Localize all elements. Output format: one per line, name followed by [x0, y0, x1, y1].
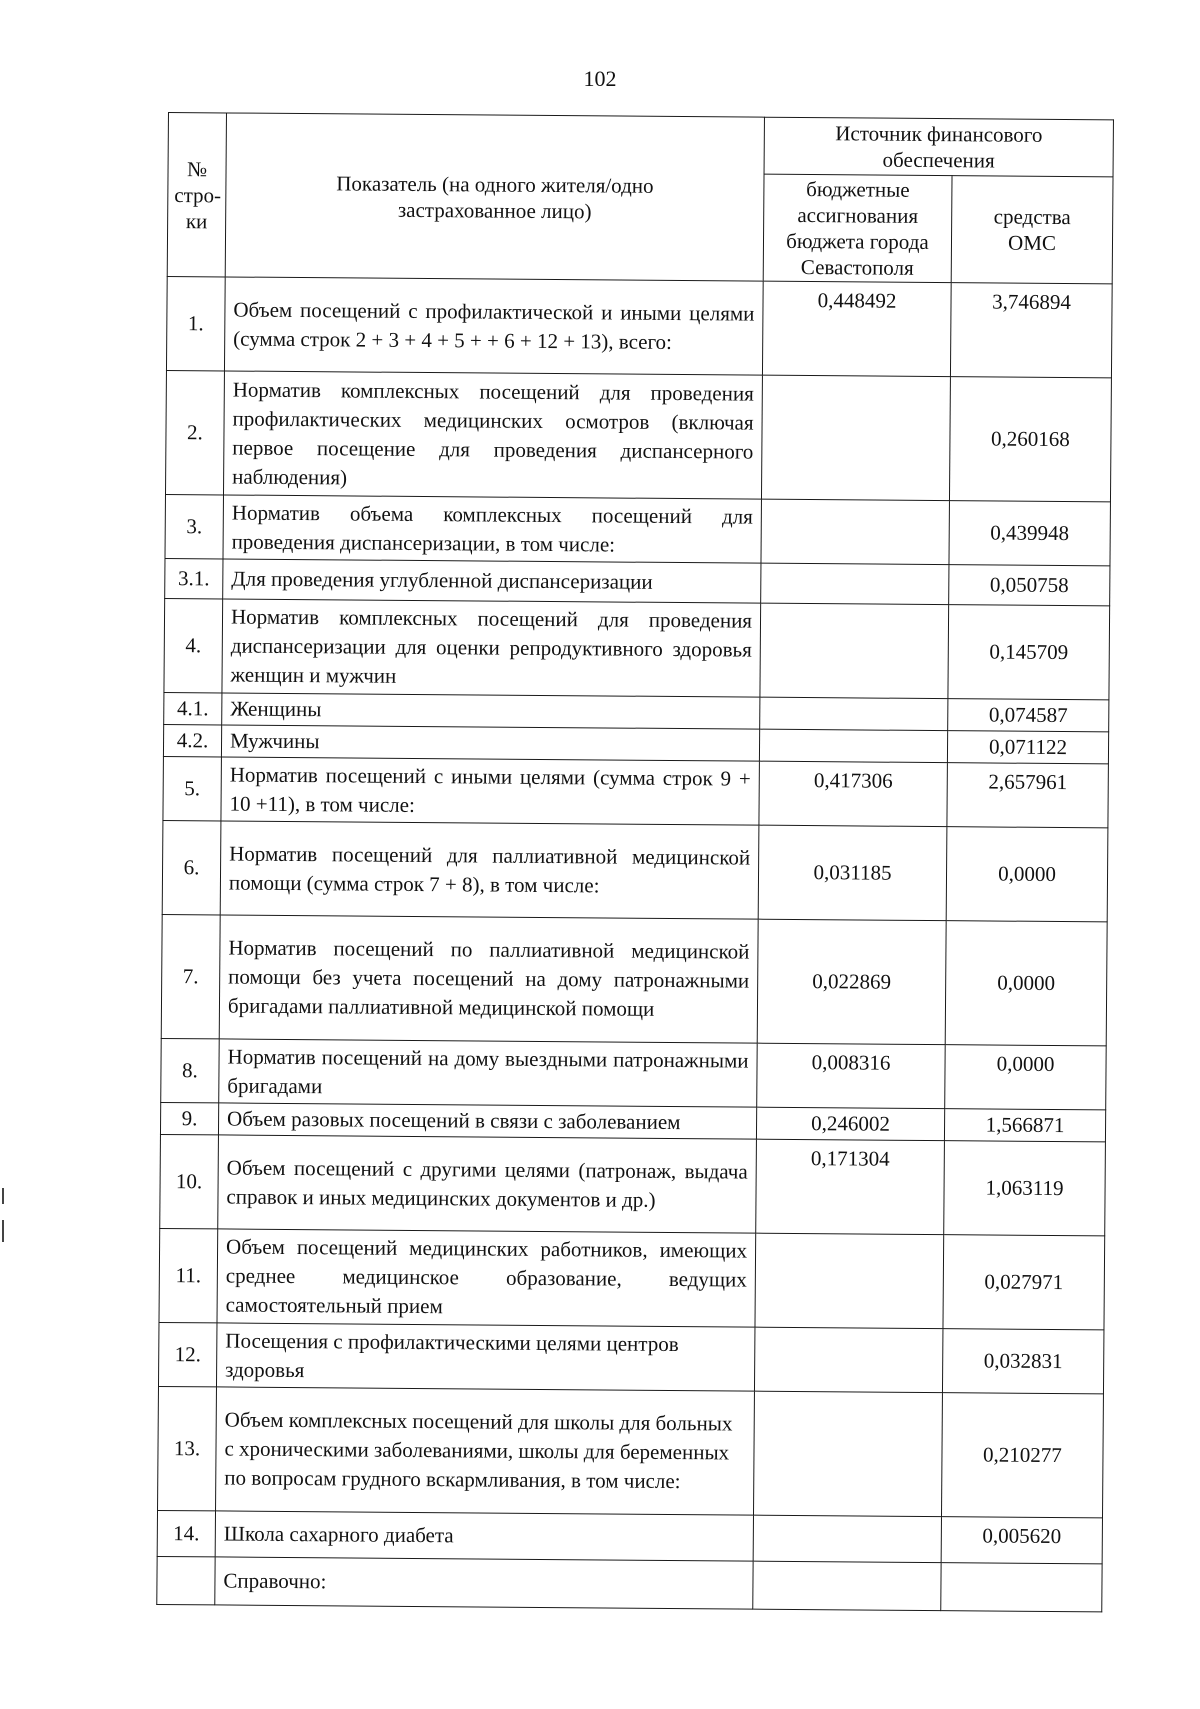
row-budget-value — [760, 603, 949, 698]
table-row — [164, 598, 1110, 699]
row-number: 13. — [158, 1386, 217, 1510]
row-oms-value: 1,566871 — [944, 1109, 1105, 1142]
row-indicator: Норматив комплексных посещений для проведения профилактических медицинских осмотров (включая первое посещение для проведения диспансерного наблюдения) — [223, 371, 762, 499]
header-budget: бюджетные ассигнования бюджета города Севастополя — [763, 174, 952, 282]
row-budget-value — [753, 1561, 941, 1610]
row-indicator: Объем посещений медицинских работников, имеющих среднее медицинское образование, ведущих самостоятельный прием — [217, 1229, 756, 1327]
row-number: 11. — [159, 1228, 218, 1322]
row-number: 1. — [166, 276, 225, 370]
row-budget-value: 0,448492 — [762, 281, 951, 376]
row-oms-value: 0,0000 — [945, 1045, 1107, 1110]
table-row — [160, 1134, 1106, 1235]
row-budget-value: 0,008316 — [757, 1043, 945, 1108]
table-row — [158, 1386, 1104, 1517]
table-row — [166, 276, 1112, 377]
row-number: 4. — [164, 598, 223, 692]
row-number: 9. — [160, 1102, 218, 1134]
row-indicator: Школа сахарного диабета — [215, 1511, 753, 1561]
row-indicator: Норматив посещений с иными целями (сумма строк 9 + 10 +11), в том числе: — [221, 757, 759, 825]
row-indicator: Норматив объема комплексных посещений для проведения диспансеризации, в том числе: — [223, 495, 761, 563]
financing-table — [156, 112, 1114, 1612]
row-number: 2. — [165, 370, 224, 494]
row-number: 6. — [162, 820, 221, 914]
row-budget-value — [753, 1391, 942, 1516]
row-number: 5. — [163, 756, 222, 820]
header-row-number: № стро-ки — [167, 113, 226, 277]
row-indicator: Справочно: — [215, 1557, 753, 1609]
row-budget-value — [753, 1515, 941, 1562]
row-oms-value: 0,0000 — [945, 921, 1107, 1046]
table-row — [163, 756, 1108, 827]
row-budget-value: 0,246002 — [756, 1107, 944, 1140]
row-budget-value — [760, 697, 948, 730]
row-oms-value: 0,0000 — [946, 827, 1108, 922]
row-oms-value: 0,071122 — [947, 731, 1108, 764]
row-number: 3.1. — [165, 558, 223, 598]
row-budget-value: 0,171304 — [756, 1139, 945, 1234]
table-row — [161, 1038, 1106, 1109]
row-oms-value: 0,005620 — [941, 1517, 1102, 1564]
row-budget-value — [759, 729, 947, 762]
row-oms-value: 1,063119 — [944, 1141, 1106, 1236]
header-financing-source: Источник финансового обеспечения — [764, 117, 1113, 177]
row-indicator: Объем посещений с другими целями (патронаж, выдача справок и иных медицинских документов и др.) — [218, 1135, 757, 1233]
row-number: 8. — [161, 1038, 220, 1102]
table-row — [161, 914, 1107, 1045]
row-number: 3. — [165, 494, 224, 558]
table-row — [162, 820, 1108, 921]
row-number: 4.1. — [164, 692, 222, 724]
row-indicator: Женщины — [222, 693, 760, 729]
row-number — [157, 1556, 215, 1604]
row-budget-value — [755, 1233, 944, 1328]
row-indicator: Объем посещений с профилактической и иными целями (сумма строк 2 + 3 + 4 + 5 + + 6 + 12 + 13), всего: — [224, 277, 763, 375]
row-indicator: Норматив посещений на дому выездными патронажными бригадами — [219, 1039, 757, 1107]
row-indicator: Для проведения углубленной диспансеризации — [223, 559, 761, 603]
row-indicator: Объем разовых посещений в связи с заболеванием — [218, 1103, 756, 1139]
row-oms-value: 0,210277 — [941, 1393, 1103, 1518]
table-row — [165, 370, 1111, 501]
row-budget-value — [761, 499, 949, 564]
row-oms-value: 0,260168 — [949, 377, 1111, 502]
row-budget-value: 0,022869 — [757, 919, 946, 1044]
table-row — [157, 1556, 1102, 1611]
row-number: 7. — [161, 914, 220, 1038]
table-row — [159, 1228, 1105, 1329]
row-oms-value — [941, 1563, 1102, 1612]
row-oms-value: 0,050758 — [949, 565, 1110, 606]
table-header-row-1 — [168, 113, 1113, 177]
row-oms-value: 0,439948 — [949, 501, 1111, 566]
scan-artifact-line — [2, 1220, 4, 1242]
table-row — [157, 1510, 1102, 1563]
row-budget-value — [754, 1327, 942, 1392]
row-indicator: Посещения с профилактическими целями центров здоровья — [216, 1323, 754, 1391]
row-indicator: Мужчины — [221, 725, 759, 761]
row-oms-value: 0,074587 — [948, 699, 1109, 732]
scan-artifact-line — [2, 1188, 4, 1204]
row-indicator: Норматив посещений по паллиативной медицинской помощи без учета посещений на дому патронажными бригадами паллиативной медицинской помощи — [219, 915, 758, 1043]
row-budget-value — [761, 375, 950, 500]
row-number: 10. — [160, 1134, 219, 1228]
table-row — [165, 494, 1110, 565]
row-indicator: Норматив комплексных посещений для проведения диспансеризации для оценки репродуктивного здоровья женщин и мужчин — [222, 599, 761, 697]
row-number: 12. — [158, 1322, 217, 1386]
row-budget-value — [761, 563, 949, 604]
header-indicator: Показатель (на одного жителя/одно застрахованное лицо) — [225, 113, 764, 281]
row-oms-value: 3,746894 — [950, 283, 1112, 378]
row-oms-value: 0,032831 — [942, 1329, 1104, 1394]
row-budget-value: 0,031185 — [758, 825, 947, 920]
row-indicator: Объем комплексных посещений для школы для больных с хроническими заболеваниями, школы для беременных по вопросам грудного вскармливания, в том числе: — [216, 1387, 755, 1515]
row-number: 14. — [157, 1510, 215, 1556]
row-number: 4.2. — [163, 724, 221, 756]
row-budget-value: 0,417306 — [759, 761, 947, 826]
row-oms-value: 2,657961 — [947, 763, 1109, 828]
page-number: 102 — [583, 66, 617, 91]
row-indicator: Норматив посещений для паллиативной медицинской помощи (сумма строк 7 + 8), в том числе: — [220, 821, 759, 919]
row-oms-value: 0,027971 — [943, 1235, 1105, 1330]
table-row — [158, 1322, 1103, 1393]
row-oms-value: 0,145709 — [948, 605, 1110, 700]
header-oms: средства ОМС — [951, 176, 1113, 284]
